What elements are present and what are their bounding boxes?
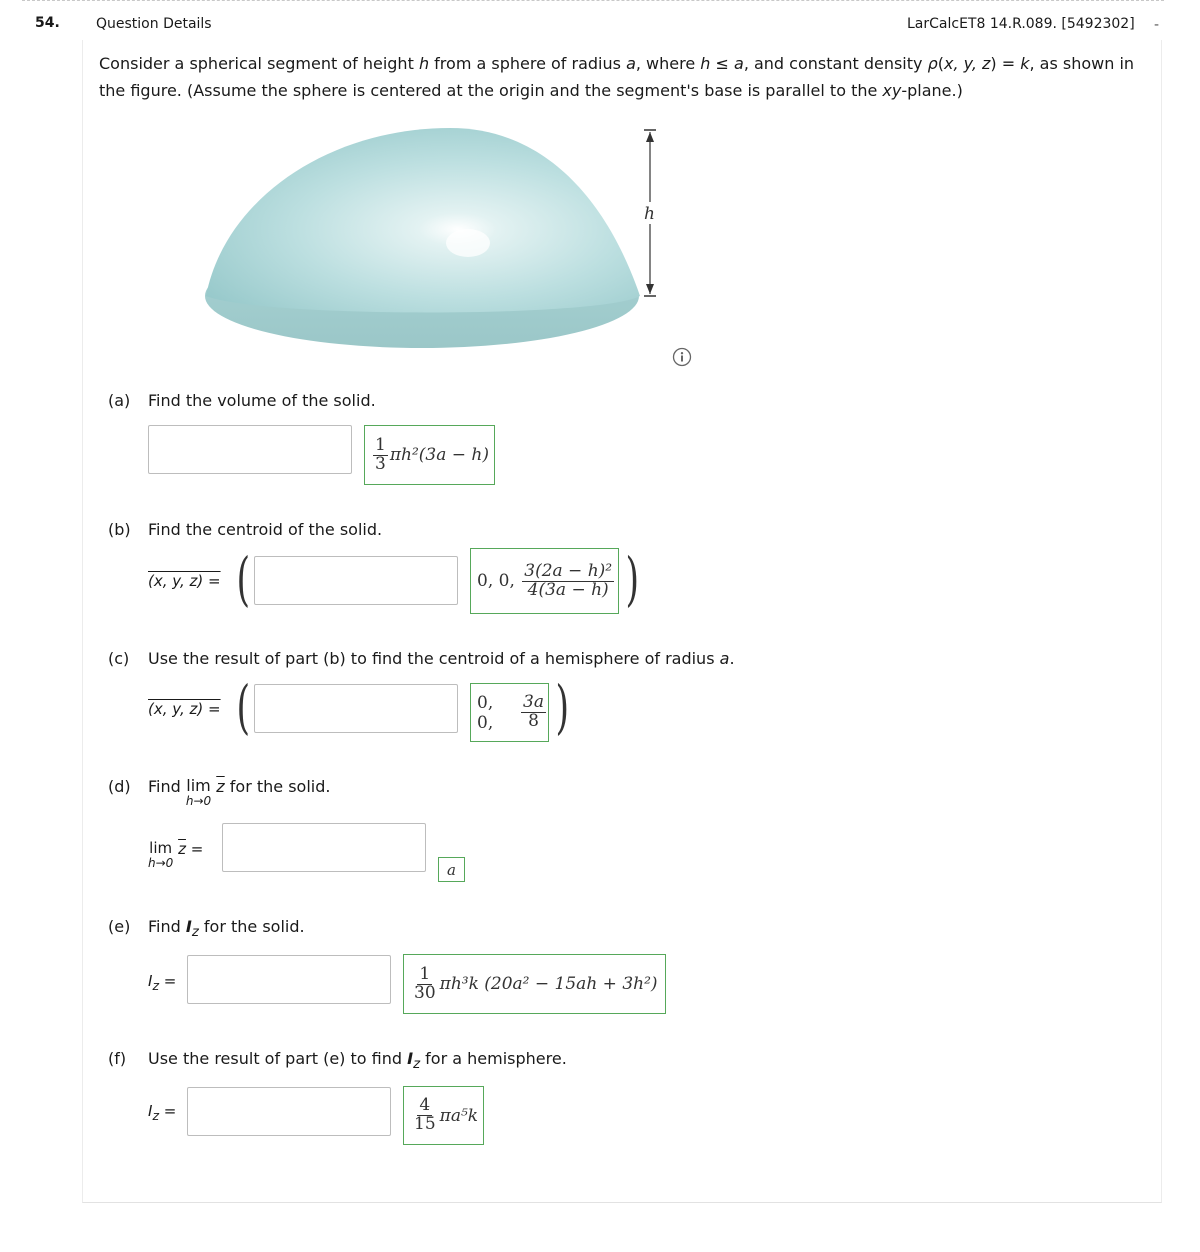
part-f-text: Use the result of part (e) to find $I_z$ for a hemisphere. (148, 1049, 567, 1073)
part-a-label: (a) (108, 391, 131, 410)
part-d-limit-lhs: lim h→0 $\overline{z}$ = (148, 839, 204, 870)
part-b-label: (b) (108, 520, 131, 539)
part-e-label: (e) (108, 917, 131, 936)
part-a-text: Find the volume of the solid. (148, 391, 376, 410)
question-source: LarCalcET8 14.R.089. [5492302] (907, 16, 1135, 32)
part-c-answer-input[interactable] (254, 684, 458, 733)
part-b-text: Find the centroid of the solid. (148, 520, 383, 539)
part-d-answer-input[interactable] (222, 823, 426, 872)
part-f-lhs: $I_z$ = (148, 1102, 177, 1123)
part-d-label: (d) (108, 777, 131, 796)
part-c-centroid-lhs: (x, y, z) = (148, 700, 221, 718)
part-c-label: (c) (108, 649, 130, 668)
part-f-answer-input[interactable] (187, 1087, 391, 1136)
height-arrow-up (646, 132, 654, 142)
part-d-text: Find lim h→0 $\overline{z}$ for the solid. (148, 776, 331, 808)
height-arrow-down (646, 284, 654, 294)
part-a-answer-input[interactable] (148, 425, 352, 474)
height-label: h (644, 204, 655, 224)
info-icon[interactable] (672, 347, 692, 367)
segment-dome (206, 128, 640, 313)
part-b-close-paren: ) (625, 545, 640, 613)
collapse-toggle[interactable]: - (1154, 17, 1160, 33)
top-divider (22, 0, 1164, 1)
part-e-lhs: $I_z$ = (148, 972, 177, 993)
part-c-open-paren: ( (236, 673, 251, 741)
part-b-centroid-lhs: (x, y, z) = (148, 572, 221, 590)
part-c-close-paren: ) (555, 673, 570, 741)
question-number: 54. (35, 15, 60, 31)
part-c-text: Use the result of part (b) to find the centroid of a hemisphere of radius a. (148, 649, 735, 668)
part-a-correct-answer: $\frac{1}{3}$ πh²(3a − h) (364, 425, 495, 485)
part-e-answer-input[interactable] (187, 955, 391, 1004)
part-b-answer-input[interactable] (254, 556, 458, 605)
part-c-correct-answer: 0, 0, $\frac{3a}{8}$ (470, 683, 549, 742)
part-e-correct-answer: $\frac{1}{30}$ πh³k (20a² − 15ah + 3h²) (403, 954, 666, 1014)
part-f-label: (f) (108, 1049, 127, 1068)
part-d-correct-answer: a (438, 857, 465, 882)
question-details-link[interactable]: Question Details (96, 16, 212, 32)
part-b-correct-answer: 0, 0, $\frac{\text{3(2a − h)²}}{4(3a - h)}$ (470, 548, 619, 614)
spherical-segment-figure (200, 118, 680, 348)
part-b-open-paren: ( (236, 545, 251, 613)
question-prompt: Consider a spherical segment of height h from a sphere of radius a, where h ≤ a, and constant density ρ(x, y, z) = k, as shown in the figure. (Assume the sphere is centered at the origin and the segment's base is parallel to the xy-plane.) (99, 54, 1135, 100)
part-f-correct-answer: $\frac{4}{15}$ πa⁵k (403, 1086, 484, 1145)
part-e-text: Find $I_z$ for the solid. (148, 917, 305, 941)
